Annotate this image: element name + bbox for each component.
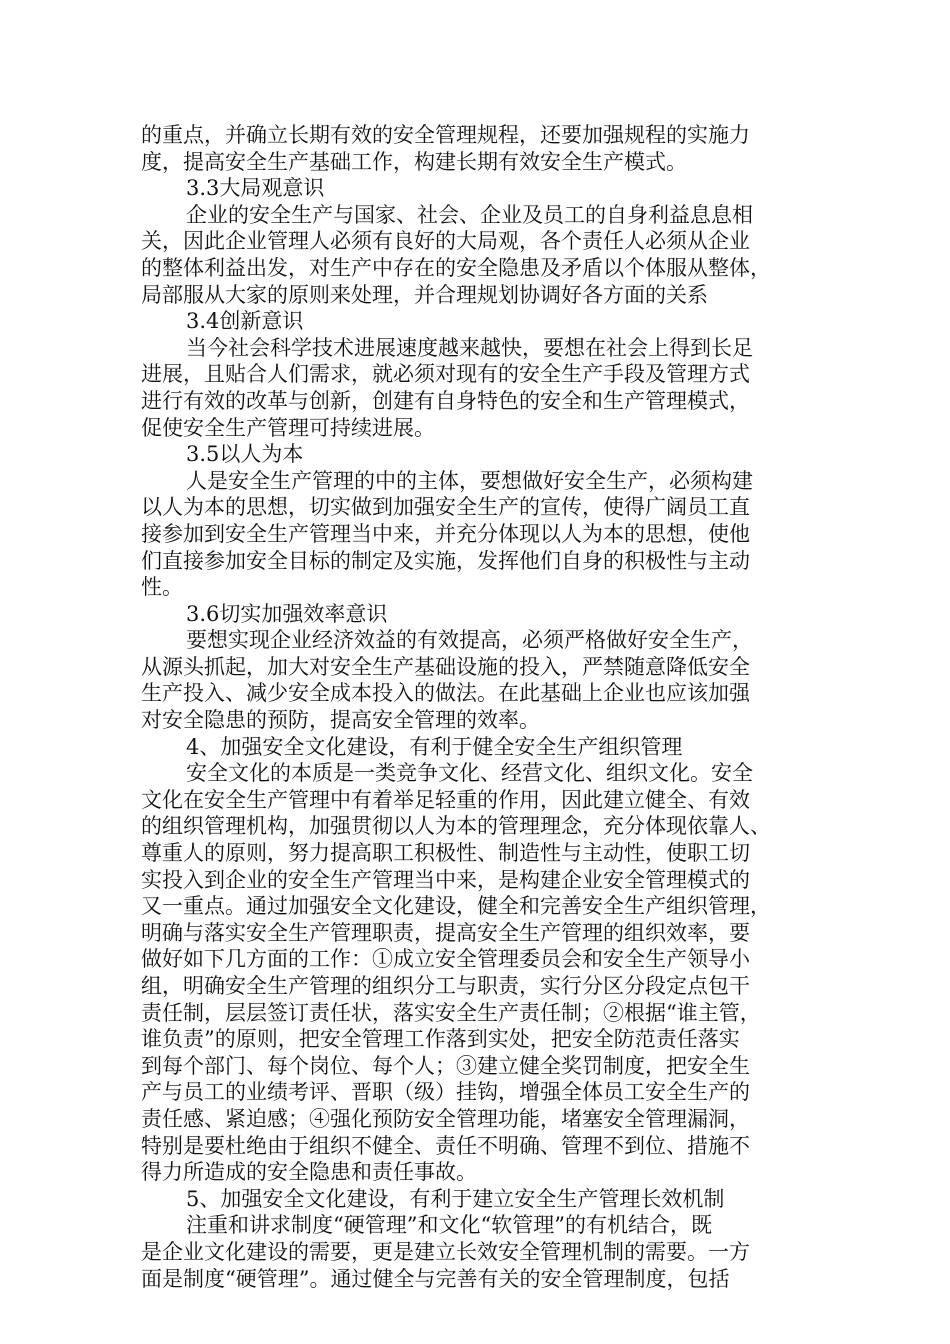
text-line: 的整体利益出发，对生产中存在的安全隐患及矛盾以个体服从整体， (141, 255, 771, 280)
text-line: 的重点，并确立长期有效的安全管理规程，还要加强规程的实施力 (141, 123, 750, 147)
text-line: 尊重人的原则，努力提高职工积极性、制造性与主动性，使职工切 (141, 841, 750, 866)
text-line: 实投入到企业的安全生产管理当中来，是构建企业安全管理模式的 (141, 867, 750, 892)
text-line: 安全文化的本质是一类竞争文化、经营文化、组织文化。安全 (186, 761, 753, 786)
text-line: 又一重点。通过加强安全文化建设，健全和完善安全生产组织管理， (141, 894, 771, 919)
text-line: 3.5以人为本 (186, 442, 304, 467)
text-line: 的组织管理机构，加强贯彻以人为本的管理理念，充分体现依靠人、 (141, 814, 771, 839)
text-line: 谁负责”的原则，把安全管理工作落到实处，把安全防范责任落实 (141, 1027, 740, 1052)
text-line: 生产投入、减少安全成本投入的做法。在此基础上企业也应该加强 (141, 681, 750, 706)
text-line: 度，提高安全生产基础工作，构建长期有效安全生产模式。 (141, 149, 687, 174)
text-line: 组，明确安全生产管理的组织分工与职责，实行分区分段定点包干 (141, 974, 750, 998)
text-line: 3.6切实加强效率意识 (186, 601, 388, 626)
text-line: 当今社会科学技术进展速度越来越快，要想在社会上得到长足 (186, 335, 753, 360)
text-line: 对安全隐患的预防，提高安全管理的效率。 (141, 708, 540, 733)
text-line: 要想实现企业经济效益的有效提高，必须严格做好安全生产， (186, 628, 753, 653)
text-line: 促使安全生产管理可持续进展。 (141, 415, 435, 440)
text-line: 责任制，层层签订责任状，落实安全生产责任制；②根据“谁主管， (141, 1000, 761, 1025)
text-line: 做好如下几方面的工作：①成立安全管理委员会和安全生产领导小 (141, 947, 750, 972)
text-line: 企业的安全生产与国家、社会、企业及员工的自身利益息息相 (186, 202, 753, 227)
text-line: 注重和讲求制度“硬管理”和文化“软管理”的有机结合，既 (186, 1213, 712, 1238)
text-line: 人是安全生产管理的中的主体，要想做好安全生产，必须构建 (186, 468, 753, 493)
text-line: 局部服从大家的原则来处理，并合理规划协调好各方面的关系 (141, 282, 708, 307)
text-line: 关，因此企业管理人必须有良好的大局观，各个责任人必须从企业 (141, 229, 750, 254)
text-line: 产与员工的业绩考评、晋职（级）挂钩，增强全体员工安全生产的 (141, 1080, 750, 1105)
text-line: 进行有效的改革与创新，创建有自身特色的安全和生产管理模式， (141, 388, 750, 413)
text-line: 以人为本的思想，切实做到加强安全生产的宣传，使得广阔员工直 (141, 495, 750, 520)
text-line: 责任感、紧迫感；④强化预防安全管理功能，堵塞安全管理漏洞， (141, 1106, 750, 1131)
text-line: 从源头抓起，加大对安全生产基础设施的投入，严禁随意降低安全 (141, 654, 750, 679)
text-line: 文化在安全生产管理中有着举足轻重的作用，因此建立健全、有效 (141, 787, 750, 812)
text-line: 明确与落实安全生产管理职责，提高安全生产管理的组织效率，要 (141, 920, 750, 945)
text-line: 接参加到安全生产管理当中来，并充分体现以人为本的思想，使他 (141, 521, 750, 546)
document-body (141, 122, 821, 1292)
text-line: 4、加强安全文化建设，有利于健全安全生产组织管理 (186, 734, 683, 759)
text-line: 3.4创新意识 (186, 309, 304, 334)
text-line: 得力所造成的安全隐患和责任事故。 (141, 1160, 477, 1185)
text-line: 进展，且贴合人们需求，就必须对现有的安全生产手段及管理方式 (141, 362, 750, 387)
text-line: 是企业文化建设的需要，更是建立长效安全管理机制的需要。一方 (141, 1239, 750, 1264)
text-line: 性。 (141, 575, 183, 600)
text-line: 3.3大局观意识 (186, 176, 325, 201)
text-line: 面是制度“硬管理”。通过健全与完善有关的安全管理制度，包括 (141, 1266, 730, 1291)
text-line: 们直接参加安全目标的制定及实施，发挥他们自身的积极性与主动 (141, 548, 750, 573)
text-line: 特别是要杜绝由于组织不健全、责任不明确、管理不到位、措施不 (141, 1133, 750, 1158)
text-line: 5、加强安全文化建设，有利于建立安全生产管理长效机制 (186, 1186, 725, 1211)
text-line: 到每个部门、每个岗位、每个人；③建立健全奖罚制度，把安全生 (141, 1053, 750, 1078)
